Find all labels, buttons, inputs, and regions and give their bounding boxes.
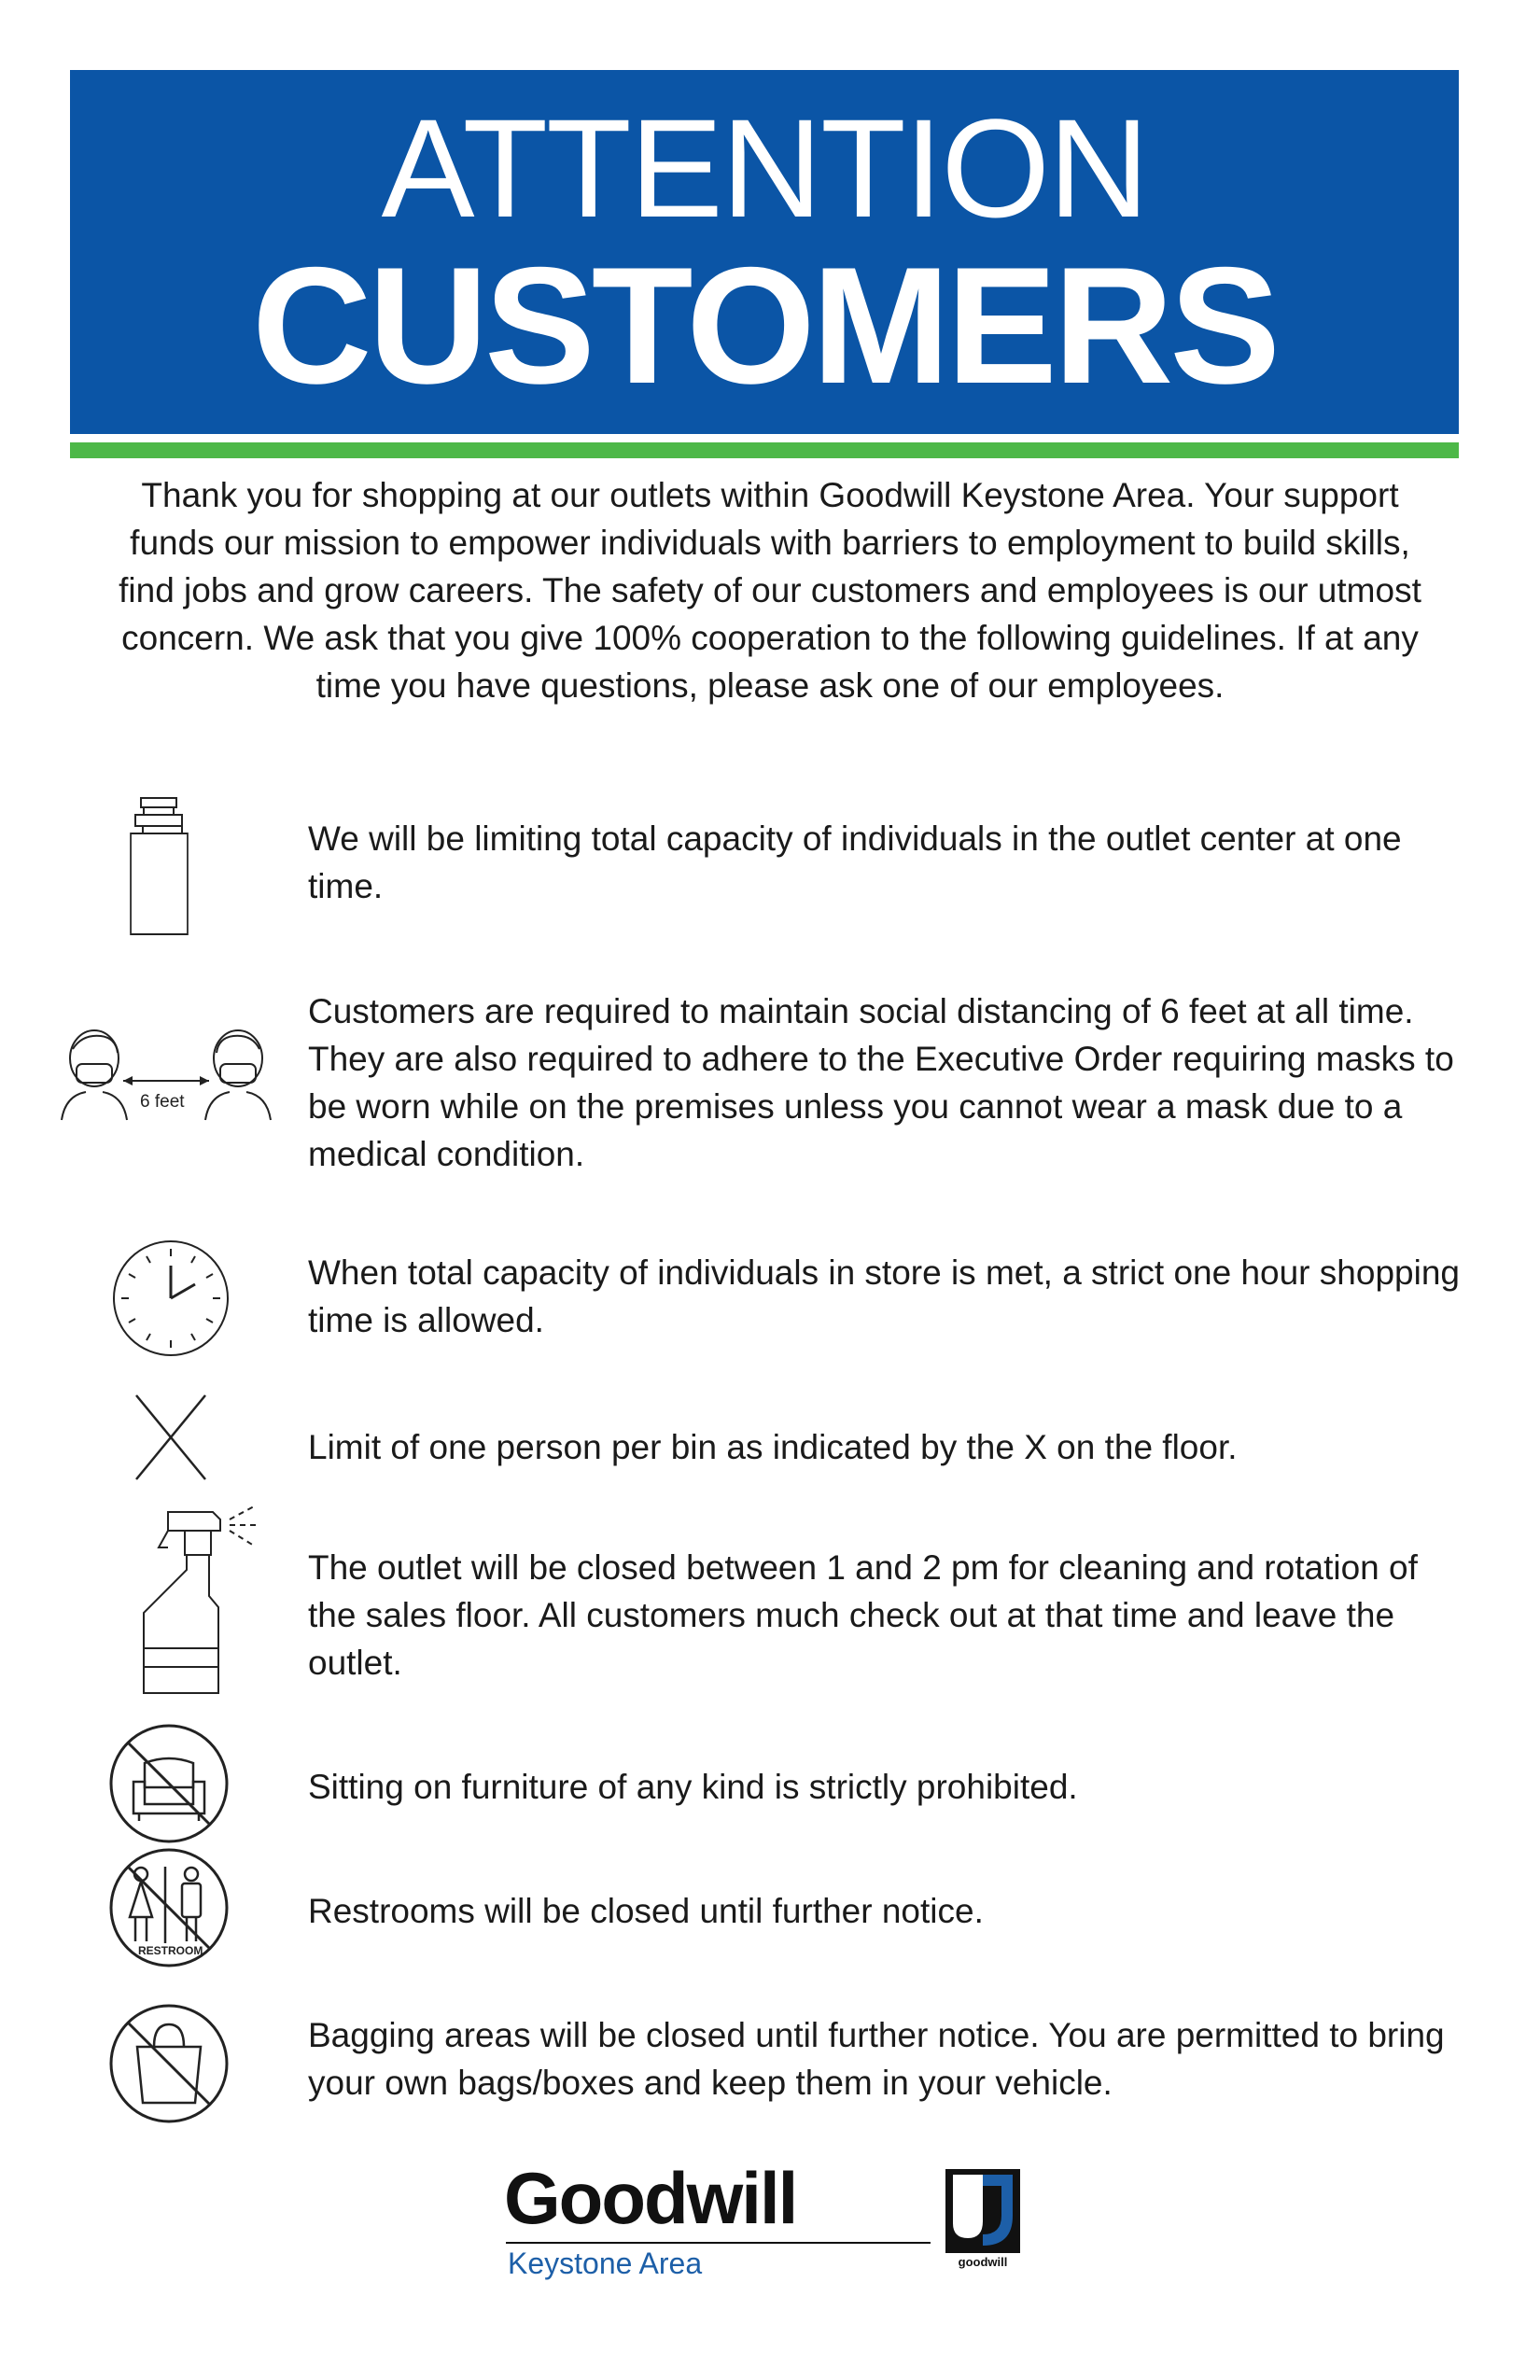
guideline-3-text: When total capacity of individuals in store is met, a strict one hour shopping time is allowed. — [308, 1253, 1460, 1339]
no-furniture-icon — [107, 1722, 231, 1845]
guideline-2-text: Customers are required to maintain social distancing of 6 feet at all time. They are also required to adhere to the Executive Order requiring masks to be worn while on the premises unless you cannot wear a mask due to a medical condition. — [308, 992, 1454, 1173]
header-customers: CUSTOMERS — [251, 232, 1278, 418]
logo-subtitle: Keystone Area — [508, 2247, 703, 2280]
capacity-gauge-icon — [107, 793, 210, 938]
header-banner — [70, 70, 1459, 434]
goodwill-logo — [504, 2156, 1027, 2280]
green-divider — [70, 442, 1459, 458]
logo-wordmark: Goodwill — [504, 2157, 797, 2239]
guideline-7-text: Restrooms will be closed until further notice. — [308, 1892, 984, 1930]
intro-paragraph: Thank you for shopping at our outlets within Goodwill Keystone Area. Your support funds our mission to empower individuals with barriers to employment to build skills, find jobs and grow careers. The safety of our customers and employees is our utmost concern. We ask that you give 100% cooperation to the following guidelines. If at any time you have questions, please ask one of our employees. — [119, 476, 1421, 705]
goodwill-smile-mark-icon — [945, 2169, 1020, 2270]
logo-mark-text: goodwill — [958, 2255, 1008, 2269]
guideline-4-text: Limit of one person per bin as indicated by the X on the floor. — [308, 1428, 1238, 1466]
x-mark-icon — [129, 1391, 213, 1484]
logo-rule — [506, 2242, 931, 2244]
header-attention: ATTENTION — [381, 90, 1148, 246]
restroom-icon-label: RESTROOM — [138, 1944, 203, 1957]
guideline-1-text: We will be limiting total capacity of individuals in the outlet center at one time. — [308, 819, 1402, 905]
guideline-6-text: Sitting on furniture of any kind is strictly prohibited. — [308, 1768, 1078, 1806]
guideline-8-text: Bagging areas will be closed until further notice. You are permitted to bring your own bags/boxes and keep them in your vehicle. — [308, 2016, 1445, 2102]
no-bag-icon — [107, 2002, 231, 2125]
guideline-5-text: The outlet will be closed between 1 and 2 pm for cleaning and rotation of the sales floor. All customers much check out at that time and leave the outlet. — [308, 1548, 1418, 1682]
spray-bottle-icon — [131, 1503, 261, 1699]
distance-label: 6 feet — [140, 1092, 185, 1112]
clock-icon — [110, 1238, 231, 1359]
